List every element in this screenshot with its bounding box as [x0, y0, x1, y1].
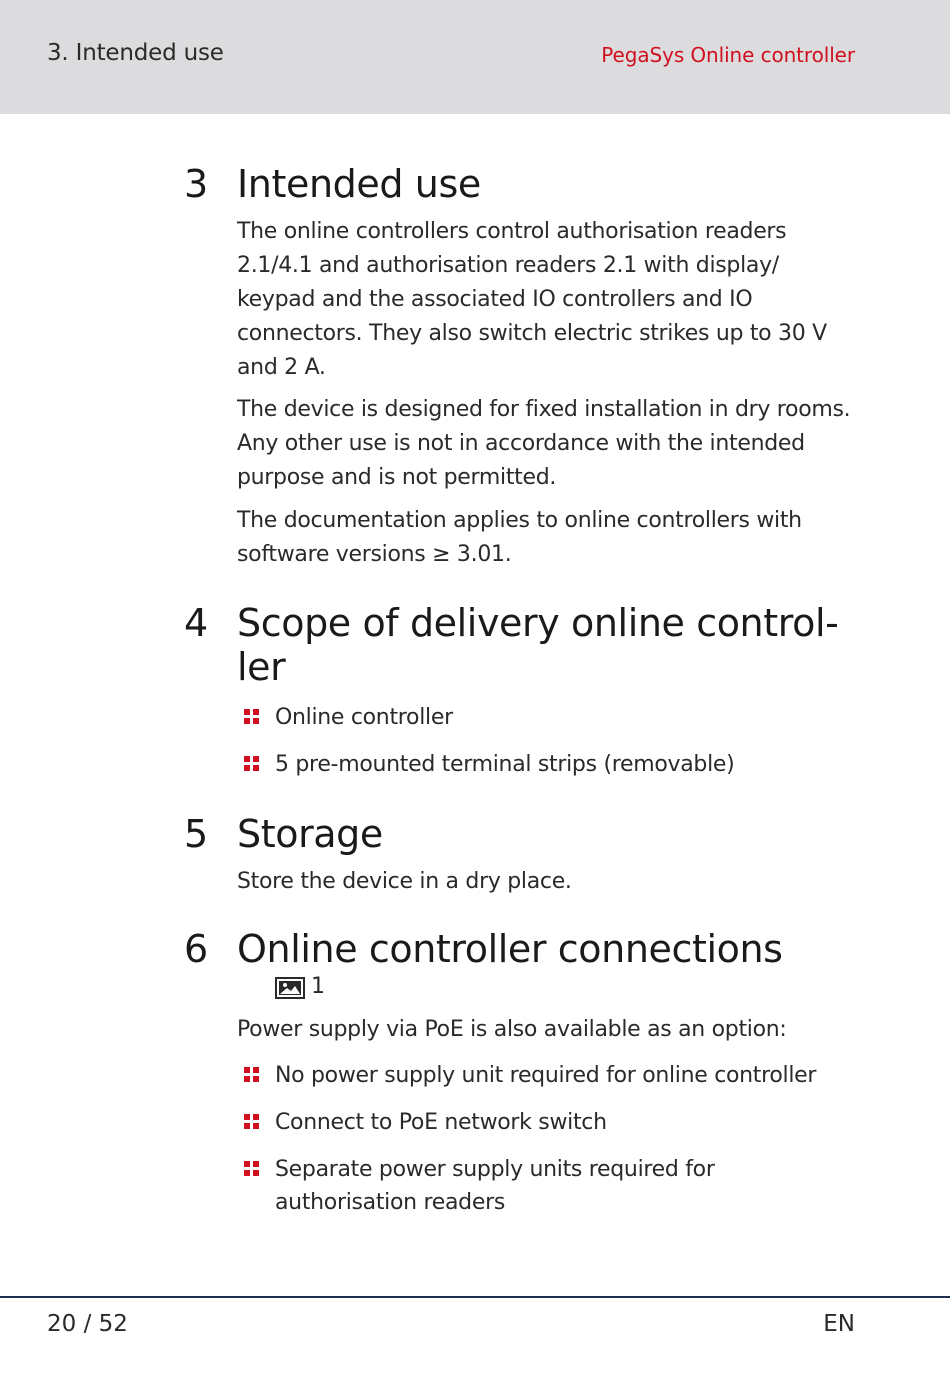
list-item-text: Connect to PoE network switch	[275, 1110, 607, 1135]
paragraph: Store the device in a dry place.	[237, 869, 572, 894]
section-number: 3	[184, 162, 209, 206]
section-title: Storage	[237, 812, 383, 856]
paragraph: The documentation applies to online controllers with software versions ≥ 3.01.	[237, 508, 802, 567]
page-header	[0, 0, 950, 114]
list-item-text: 5 pre-mounted terminal strips (removable)	[275, 752, 735, 777]
list-item-text: No power supply unit required for online controller	[275, 1063, 817, 1088]
section-title: Scope of delivery online control- ler	[237, 601, 839, 689]
section-number: 6	[184, 927, 209, 971]
bullet-icon	[244, 1114, 260, 1130]
section-number: 4	[184, 601, 209, 645]
header-product-name: PegaSys Online controller	[601, 43, 855, 67]
footer-divider	[0, 1296, 950, 1298]
language-code: EN	[823, 1311, 855, 1337]
section-title: Online controller connections	[237, 927, 783, 971]
section-title: Intended use	[237, 162, 481, 206]
bullet-icon	[244, 709, 260, 725]
section-number: 5	[184, 812, 209, 856]
figure-reference-number: 1	[311, 974, 325, 999]
list-item-text: Online controller	[275, 705, 453, 730]
list-item-text: Separate power supply units required for authorisation readers	[275, 1157, 715, 1215]
paragraph: Power supply via PoE is also available as an option:	[237, 1017, 787, 1042]
paragraph: The device is designed for fixed installation in dry rooms. Any other use is not in accordance with the intended purpose and is not permitted.	[237, 397, 851, 490]
page-number: 20 / 52	[47, 1311, 128, 1337]
bullet-icon	[244, 1067, 260, 1083]
paragraph: The online controllers control authorisation readers 2.1/4.1 and authorisation readers 2.1 with display/ keypad and the associated IO controllers and IO connectors. They also switch electric strikes up to 30 V and 2 A.	[237, 219, 827, 380]
image-icon	[275, 977, 305, 999]
bullet-icon	[244, 756, 260, 772]
bullet-icon	[244, 1161, 260, 1177]
header-chapter-title: 3. Intended use	[47, 40, 224, 66]
